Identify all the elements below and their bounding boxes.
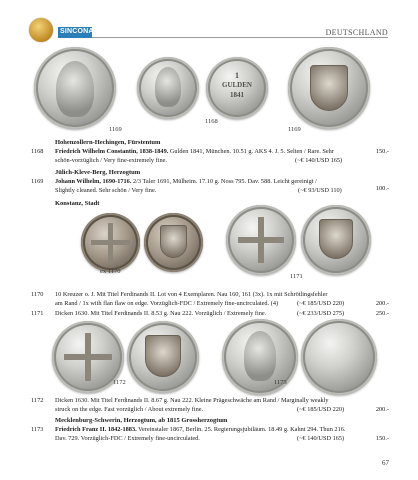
lot-description: 10 Kreuzer o. J. Mit Titel Ferdinands II. Lot von 4 Exemplaren. Nau 160, 161 (3x). 1x mit Schrötlingsfehler xyxy=(55,291,328,298)
coin-1168-reverse xyxy=(206,57,268,119)
lot-number: 1172 xyxy=(31,397,44,404)
lot-description: Dicken 1630. Mit Titel Ferdinands II. 8.53 g. Nau 222. Vorzüglich / Extremely fine. xyxy=(55,310,267,317)
lot-description-line2: struck on the edge. Fast vorzüglich / About extremely fine. xyxy=(55,406,204,413)
lot-description-text: Vereinstaler 1867, Berlin. 25. Regierungsjubiläum. 18.49 g. Kahnt 294. Thun 216. xyxy=(136,426,346,433)
lot-price: 100.- xyxy=(375,185,389,192)
lot-price: 250.- xyxy=(375,310,389,317)
coin-1170-obverse xyxy=(81,213,140,272)
lot-description-line2: Slightly cleaned. Sehr schön / Very fine. xyxy=(55,187,157,194)
brand-name: SINCONA xyxy=(60,28,94,35)
coin-1168-obverse xyxy=(137,57,199,119)
lot-number: 1170 xyxy=(31,291,44,298)
lot-price: 150.- xyxy=(375,435,389,442)
lot-price: 200.- xyxy=(375,300,389,307)
coin-1169-reverse xyxy=(288,47,370,129)
coin-denomination-value: 1 xyxy=(235,71,239,80)
portrait-head xyxy=(155,67,181,107)
eagle-emblem xyxy=(319,219,353,259)
coin-1171-obverse xyxy=(226,205,296,275)
image-label-1171: 1171 xyxy=(290,273,303,280)
lot-description xyxy=(55,148,334,155)
coat-of-arms xyxy=(310,65,348,111)
lot-description xyxy=(55,178,317,185)
lot-description-line2: schön-vorzüglich / Very fine-extremely fine. xyxy=(55,157,167,164)
section-heading-mecklenburg: Mecklenburg-Schwerin, Herzogtum, ab 1815 Grossherzogtum xyxy=(55,417,228,424)
image-label-1170: ex 1170 xyxy=(100,268,121,275)
lot-price: 200.- xyxy=(375,406,389,413)
eagle-emblem xyxy=(145,335,181,377)
coin-1171-reverse xyxy=(301,205,371,275)
lot-estimate: (~€ 233/USD 275) xyxy=(297,310,345,317)
image-label-1169-right: 1169 xyxy=(288,126,301,133)
ruler-name: Friedrich Wilhelm Constantin, 1838-1849. xyxy=(55,148,169,155)
cross-horizontal xyxy=(238,237,284,243)
cross-horizontal xyxy=(91,240,130,245)
lot-description-line2: Dav. 729. Vorzüglich-FDC / Extremely fine-uncirculated. xyxy=(55,435,200,442)
ruler-name: Johann Wilhelm, 1690-1716. xyxy=(55,178,132,185)
image-label-1173: 1173 xyxy=(274,379,287,386)
lot-estimate: (~€ 140/USD 165) xyxy=(295,157,343,164)
image-label-1169: 1169 xyxy=(109,126,122,133)
page-number: 67 xyxy=(382,459,389,467)
coin-1170-reverse xyxy=(144,213,203,272)
lot-description: Dicken 1630. Mit Titel Ferdinands II. 8.67 g. Nau 222. Kleine Prägeschwäche am Rand / Marginally weakly xyxy=(55,397,329,404)
lot-description-text: Gulden 1841, München. 10.51 g. AKS 4. J. 5. Selten / Rare. Sehr xyxy=(168,148,334,155)
lot-number: 1171 xyxy=(31,310,44,317)
lot-description-line2: am Rand / 1x with flan flaw on edge. Vorzüglich-FDC / Extremely fine-uncirculated. (4) xyxy=(55,300,279,307)
lot-estimate: (~€ 93/USD 110) xyxy=(298,187,342,194)
portrait-bust xyxy=(56,61,94,117)
page-header xyxy=(0,0,418,42)
section-heading-konstanz: Konstanz, Stadt xyxy=(55,200,100,207)
lot-number: 1168 xyxy=(31,148,44,155)
section-heading-juelich: Jülich-Kleve-Berg, Herzogtum xyxy=(55,169,141,176)
coin-1169-obverse xyxy=(34,47,116,129)
header-rule xyxy=(92,37,388,38)
coin-year: 1841 xyxy=(230,91,244,99)
lot-estimate: (~€ 185/USD 220) xyxy=(297,406,345,413)
sincona-logo-coin xyxy=(29,18,53,42)
lot-description xyxy=(55,426,345,433)
lot-price: 150.- xyxy=(375,148,389,155)
eagle-emblem xyxy=(160,225,187,258)
coin-1173-reverse xyxy=(301,319,377,395)
lot-estimate: (~€ 140/USD 165) xyxy=(297,435,345,442)
lot-description-text: 2/3 Taler 1691, Mülheim. 17.10 g. Noss 795. Dav. 588. Leicht gereinigt / xyxy=(131,178,317,185)
section-heading-hohenzollern: Hohenzollern-Hechingen, Fürstentum xyxy=(55,139,161,146)
section-title: DEUTSCHLAND xyxy=(325,28,388,37)
coin-denomination-label: GULDEN xyxy=(222,81,252,89)
ruler-name: Friedrich Franz II. 1842-1883. xyxy=(55,426,137,433)
image-label-1172: 1172 xyxy=(113,379,126,386)
image-label-1168: 1168 xyxy=(205,118,218,125)
lot-estimate: (~€ 185/USD 220) xyxy=(297,300,345,307)
portrait-head xyxy=(244,331,276,381)
cross-horizontal xyxy=(64,354,112,360)
lot-number: 1173 xyxy=(31,426,44,433)
coin-1172-reverse xyxy=(127,321,199,393)
lot-number: 1169 xyxy=(31,178,44,185)
